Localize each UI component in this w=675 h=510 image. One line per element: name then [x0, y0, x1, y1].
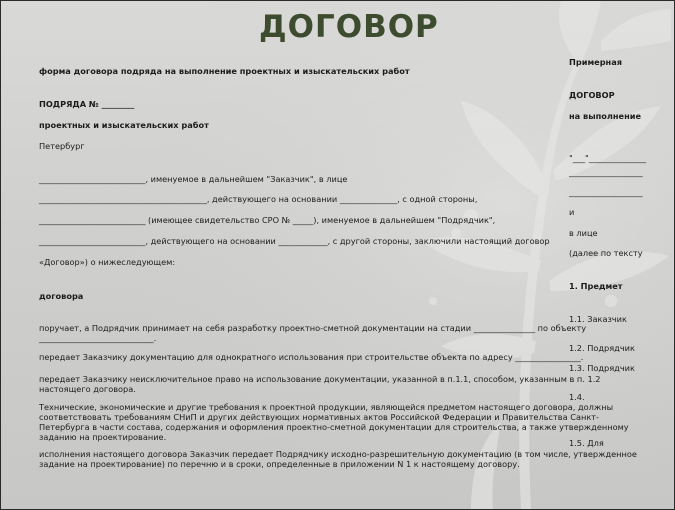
subject-word: договора: [39, 291, 84, 301]
paragraph-customer: __________________________, именуемое в дальнейшем "Заказчик", в лице: [39, 174, 348, 184]
clause-1-4: Технические, экономические и другие требования к проектной продукции, являющейся предметом настоящего договора, должны соответствовать требованиям СНиП и других действующих нормативных актов Российской Федерации и Правительства Санкт-Петербурга в части состава, содержания и оформления проектно-сметной документации для строительства, а также утвержденному заданию на проектирование.: [39, 402, 629, 442]
right-na-vypolnenie: на выполнение: [569, 111, 642, 121]
right-v-litse: в лице: [569, 228, 598, 238]
right-dogovor: ДОГОВОР: [569, 90, 615, 100]
right-predmet: 1. Предмет: [569, 281, 623, 291]
paragraph-following: «Договор») о нижеследующем:: [39, 257, 176, 267]
form-line: форма договора подряда на выполнение проектных и изыскательских работ: [39, 66, 410, 76]
clause-1-1: поручает, а Подрядчик принимает на себя разработку проектно-сметной документации на стадии _______________ по объекту: [39, 323, 587, 333]
clause-1-2: передает Заказчику документацию для однократного использования при строительстве объекта по адресу ________________.: [39, 352, 584, 362]
right-i: и: [569, 207, 575, 217]
paragraph-basis-2: __________________________, действующего на основании ____________, с другой стороны, заключили настоящий договор: [39, 236, 550, 246]
right-line-2: __________________: [569, 187, 643, 197]
clause-1-1-object: ____________________________.: [39, 333, 157, 343]
right-clause-1-1: 1.1. Заказчик: [569, 314, 627, 324]
right-date: "___"______________: [569, 153, 647, 163]
right-dalee: (далее по тексту: [569, 248, 643, 258]
page-title: ДОГОВОР: [259, 9, 439, 45]
city: Петербург: [39, 141, 85, 151]
works-line: проектных и изыскательских работ: [39, 120, 209, 130]
clause-1-3: передает Заказчику неисключительное право на использование документации, указанной в п.1.1, способом, указанным в п. 1.2 настоящего договора.: [39, 374, 601, 394]
right-clause-1-2: 1.2. Подрядчик: [569, 343, 635, 353]
paragraph-basis-1: _________________________________________, действующего на основании ______________, с одной стороны,: [39, 194, 478, 204]
paragraph-contractor: __________________________ (имеющее свидетельство СРО № _____), именуемое в дальнейшем "Подрядчик",: [39, 215, 496, 225]
right-clause-1-5: 1.5. Для: [569, 438, 604, 448]
right-line-1: __________________: [569, 167, 643, 177]
right-clause-1-4: 1.4.: [569, 392, 585, 402]
clause-1-5: исполнения настоящего договора Заказчик передает Подрядчику исходно-разрешительную документацию (в том числе, утвержденное задание на проектирование) по перечню и в сроки, определенные в приложении N 1 к настоящему договору.: [39, 449, 637, 469]
contract-number: ПОДРЯДА № ________: [39, 99, 135, 109]
right-clause-1-3: 1.3. Подрядчик: [569, 363, 635, 373]
right-primer: Примерная: [569, 57, 622, 67]
